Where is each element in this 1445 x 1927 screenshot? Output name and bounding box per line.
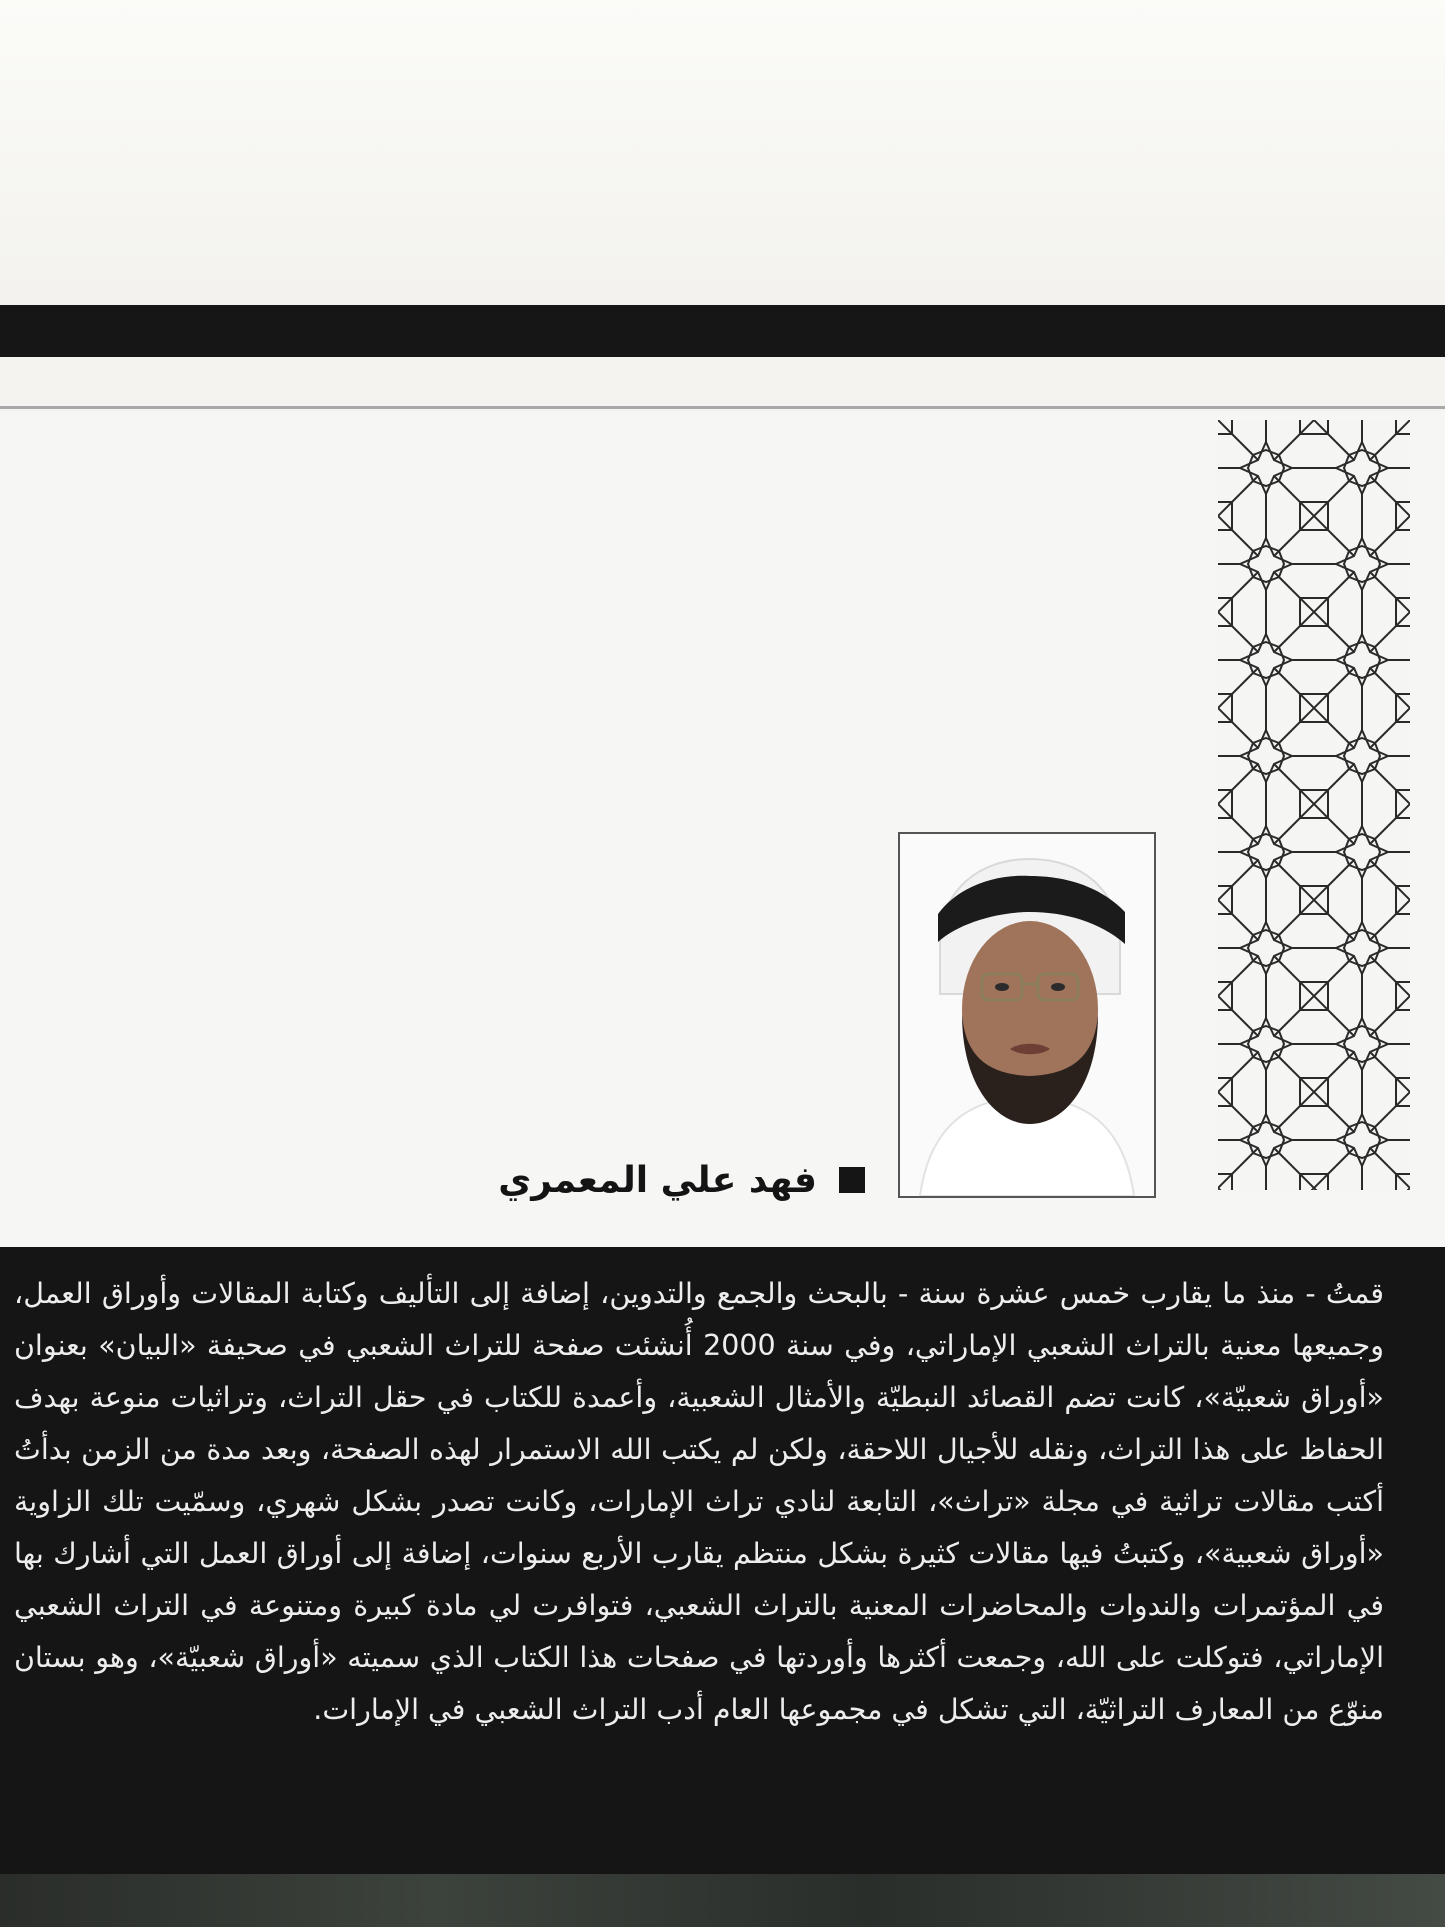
author-byline xyxy=(498,1152,865,1208)
author-name: فهد علي المعمري xyxy=(498,1159,817,1201)
stone-texture-strip xyxy=(0,1874,1445,1927)
divider-rule xyxy=(0,406,1445,409)
square-bullet-icon xyxy=(839,1167,865,1193)
arabesque-pattern-icon xyxy=(1218,420,1410,1190)
author-portrait-icon xyxy=(898,832,1156,1198)
page-top-background xyxy=(0,0,1445,305)
black-band xyxy=(0,305,1445,357)
body-paragraph: قمتُ - منذ ما يقارب خمس عشرة سنة - بالبحث والجمع والتدوين، إضافة إلى التأليف وكتابة المقالات وأوراق العمل، وجميعها معنية بالتراث الشعبي الإماراتي، وفي سنة 2000 أُنشئت صفحة للتراث الشعبي في صحيفة «البيان» بعنوان «أوراق شعبيّة»، كانت تضم القصائد النبطيّة والأمثال الشعبية، وأعمدة للكتاب في حقل التراث، وتراثيات منوعة بهدف الحفاظ على هذا التراث، ونقله للأجيال اللاحقة، ولكن لم يكتب الله الاستمرار لهذه الصفحة، وبعد مدة من الزمن بدأتُ أكتب مقالات تراثية في مجلة «تراث»، التابعة لنادي تراث الإمارات، وكانت تصدر بشكل شهري، وسمّيت تلك الزاوية «أوراق شعبية»، وكتبتُ فيها مقالات كثيرة بشكل منتظم يقارب الأربع سنوات، إضافة إلى أوراق العمل التي أشارك بها في المؤتمرات والندوات والمحاضرات المعنية بالتراث الشعبي، فتوافرت لي مادة كبيرة ومتنوعة في التراث الشعبي الإماراتي، فتوكلت على الله، وجمعت أكثرها وأوردتها في صفحات هذا الكتاب الذي سميته «أوراق شعبيّة»، وهو بستان منوّع من المعارف التراثيّة، التي تشكل في مجموعها العام أدب التراث الشعبي في الإمارات. xyxy=(14,1277,1385,1726)
